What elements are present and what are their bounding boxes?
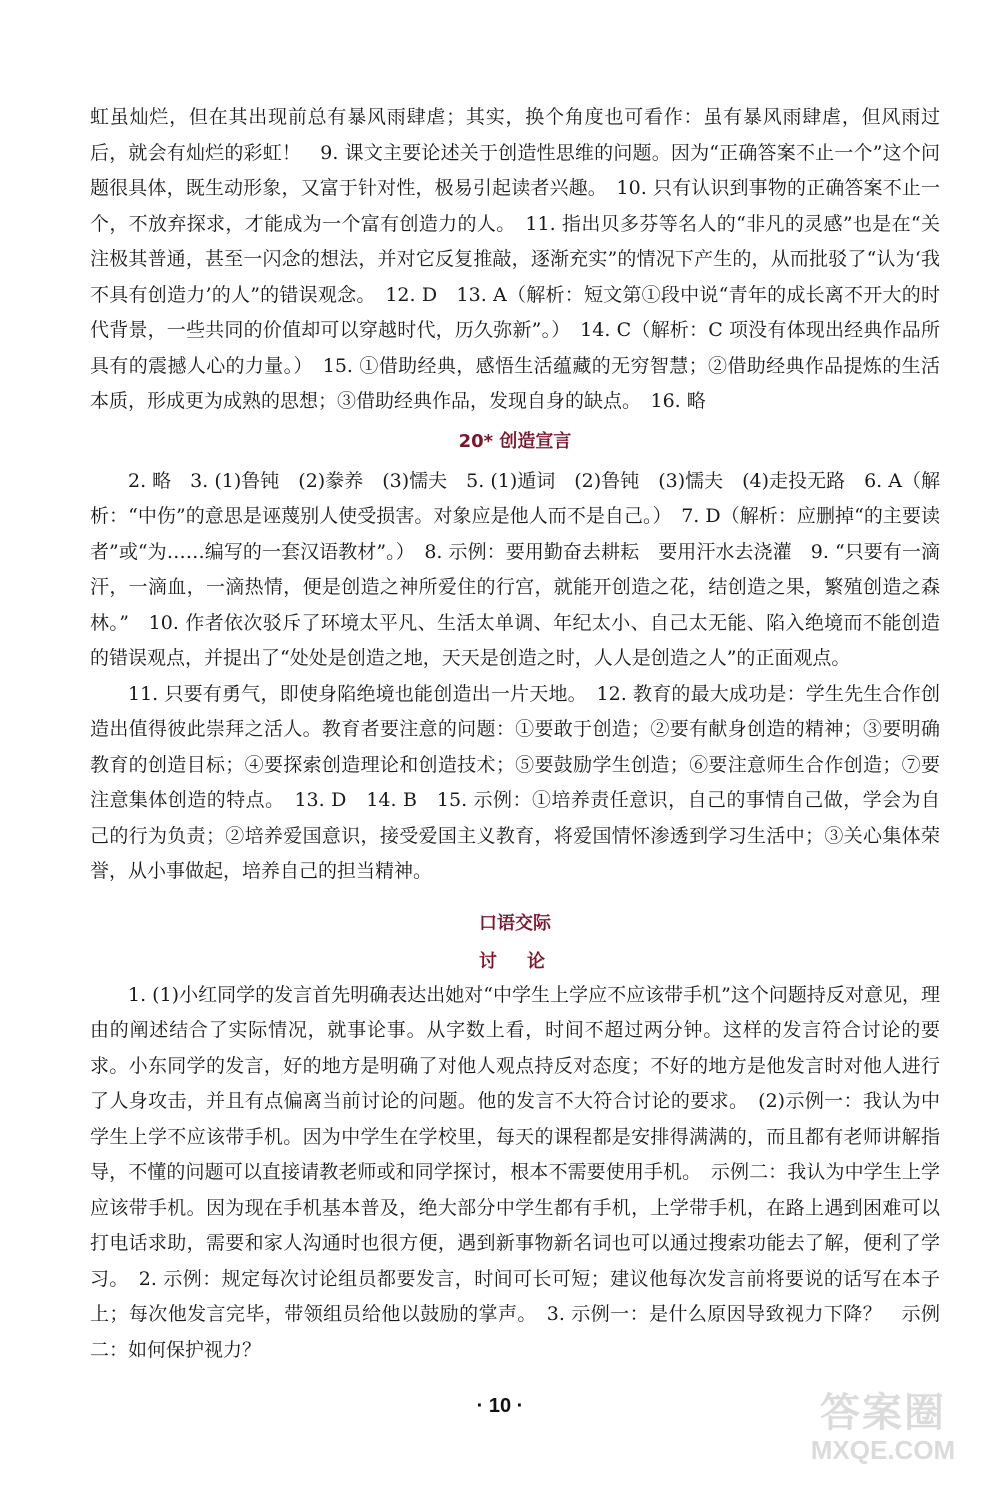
section1-paragraph: 虹虽灿烂，但在其出现前总有暴风雨肆虐；其实，换个角度也可看作：虽有暴风雨肆虐，但风雨过后，就会有灿烂的彩虹！ 9. 课文主要论述关于创造性思维的问题。因为“正确答案不止一个”这个问题很具体，既生动形象，又富于针对性，极易引起读者兴趣。 10. 只有认识到事物的正确答案不止一个，不放弃探求，才能成为一个富有创造力的人。 11. 指出贝多芬等名人的“非凡的灵感”也是在“关注极其普通，甚至一闪念的想法，并对它反复推敲，逐渐充实”的情况下产生的，从而批驳了“认为‘我不具有创造力’的人”的错误观念。 12. D 13. A（解析：短文第①段中说“青年的成长离不开大的时代背景，一些共同的价值却可以穿越时代，历久弥新”。） 14. C（解析：C 项没有体现出经典作品所具有的震撼人心的力量。） 15. ①借助经典，感悟生活蕴藏的无穷智慧；②借助经典作品提炼的生活本质，形成更为成熟的思想；③借助经典作品，发现自身的缺点。 16. 略 [90, 106, 940, 412]
section2-paragraph-1: 2. 略 3. (1)鲁钝 (2)豢养 (3)懦夫 5. (1)遁词 (2)鲁钝 (3)懦夫 (4)走投无路 6. A（解析：“中伤”的意思是诬蔑别人使受损害。对象应是他人而不是自己。） 7. D（解析：应删掉“的主要读者”或“为……编写的一套汉语教材”。） 8. 示例：要用勤奋去耕耘 要用汗水去浇灌 9. “只要有一滴汗，一滴血，一滴热情，便是创造之神所爱住的行宫，就能开创造之花，结创造之果，繁殖创造之森林。” 10. 作者依次驳斥了环境太平凡、生活太单调、年纪太小、自己太无能、陷入绝境而不能创造的错误观点，并提出了“处处是创造之地，天天是创造之时，人人是创造之人”的正面观点。 [90, 469, 940, 669]
section2-title: 20* 创造宣言 [458, 430, 572, 452]
watermark-bottom-text: MXQE.COM [810, 1435, 956, 1465]
page-number: · 10 · [476, 1395, 524, 1417]
section3-paragraph: 1. (1)小红同学的发言首先明确表达出她对“中学生上学应不应该带手机”这个问题持反对意见，理由的阐述结合了实际情况，就事论事。从字数上看，时间不超过两分钟。这样的发言符合讨论的要求。小东同学的发言，好的地方是明确了对他人观点持反对态度；不好的地方是他发言时对他人进行了人身攻击，并且有点偏离当前讨论的问题。他的发言不大符合讨论的要求。 (2)示例一：我认为中学生上学不应该带手机。因为中学生在学校里，每天的课程都是安排得满满的，而且都有老师讲解指导，不懂的问题可以直接请教老师或和同学探讨，根本不需要使用手机。 示例二：我认为中学生上学应该带手机。因为现在手机基本普及，绝大部分中学生都有手机，上学带手机，在路上遇到困难可以打电话求助，需要和家人沟通时也很方便，遇到新事物新名词也可以通过搜索功能去了解，便利了学习。 2. 示例：规定每次讨论组员都要发言，时间可长可短；建议他每次发言前将要说的话写在本子上；每次他发言完毕，带领组员给他以鼓励的掌声。 3. 示例一：是什么原因导致视力下降？ 示例二：如何保护视力？ [90, 983, 940, 1361]
section2-paragraph-2: 11. 只要有勇气，即使身陷绝境也能创造出一片天地。 12. 教育的最大成功是：学生先生合作创造出值得彼此崇拜之活人。教育者要注意的问题：①要敢于创造；②要有献身创造的精神；③要明确教育的创造目标；④要探索创造理论和创造技术；⑤要鼓励学生创造；⑥要注意师生合作创造；⑦要注意集体创造的特点。 13. D 14. B 15. 示例：①培养责任意识，自己的事情自己做，学会为自己的行为负责；②培养爱国意识，接受爱国主义教育，将爱国情怀渗透到学习生活中；③关心集体荣誉，从小事做起，培养自己的担当精神。 [90, 682, 940, 882]
answer-page-body [90, 100, 940, 1368]
section3-subtitle: 讨 论 [479, 950, 551, 972]
watermark-logo [788, 1391, 978, 1473]
section3-title: 口语交际 [479, 912, 551, 934]
watermark-top-text: 答案圈 [820, 1390, 946, 1436]
